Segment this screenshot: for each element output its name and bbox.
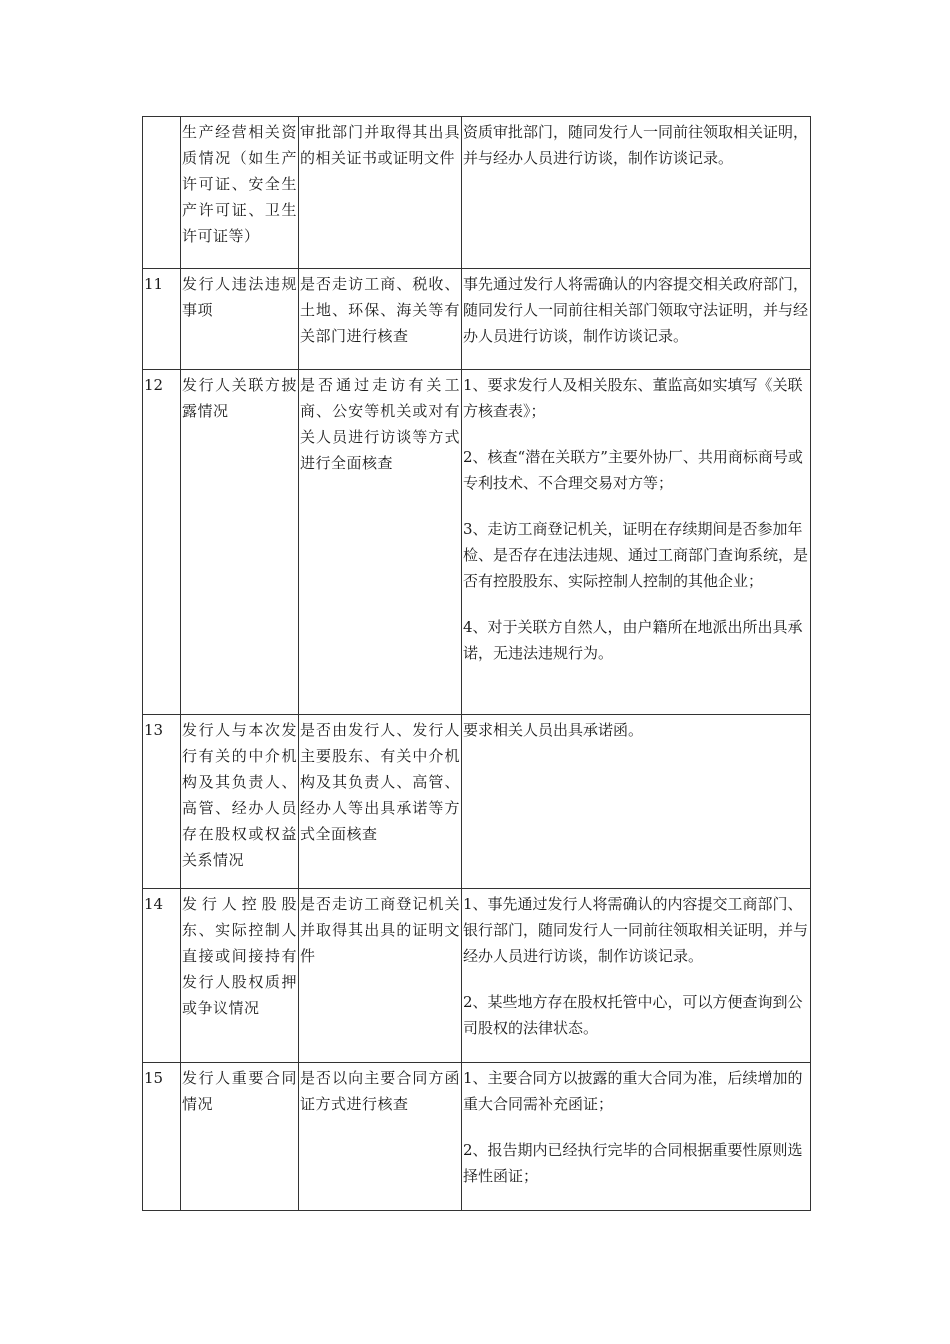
note-paragraph: 2、报告期内已经执行完毕的合同根据重要性原则选择性函证；	[463, 1141, 803, 1185]
note-paragraph: 1、要求发行人及相关股东、董监高如实填写《关联方核查表》；	[463, 376, 803, 420]
check-item: 发行人关联方披露情况	[181, 370, 299, 715]
note-paragraph: 2、某些地方存在股权托管中心，可以方便查询到公司股权的法律状态。	[463, 993, 803, 1037]
check-method: 是否以向主要合同方函证方式进行核查	[299, 1063, 462, 1211]
table-row	[143, 715, 811, 889]
table-row	[143, 117, 811, 269]
check-notes	[462, 715, 811, 889]
table-row	[143, 269, 811, 370]
table-row	[143, 370, 811, 715]
note-paragraph: 资质审批部门，随同发行人一同前往领取相关证明，并与经办人员进行访谈，制作访谈记录。	[463, 123, 809, 167]
check-item: 发行人重要合同情况	[181, 1063, 299, 1211]
note-paragraph: 要求相关人员出具承诺函。	[463, 721, 644, 739]
row-number: 14	[143, 889, 181, 1063]
check-method: 审批部门并取得其出具的相关证书或证明文件	[299, 117, 462, 269]
row-number	[143, 117, 181, 269]
check-notes	[462, 370, 811, 715]
check-notes	[462, 1063, 811, 1211]
check-method: 是否走访工商、税收、土地、环保、海关等有关部门进行核查	[299, 269, 462, 370]
row-number: 11	[143, 269, 181, 370]
check-item: 生产经营相关资质情况（如生产许可证、安全生产许可证、卫生许可证等）	[181, 117, 299, 269]
note-paragraph: 事先通过发行人将需确认的内容提交相关政府部门，随同发行人一同前往相关部门领取守法证明，并与经办人员进行访谈，制作访谈记录。	[463, 275, 809, 345]
note-paragraph: 1、主要合同方以披露的重大合同为准，后续增加的重大合同需补充函证；	[463, 1069, 803, 1113]
note-paragraph: 1、事先通过发行人将需确认的内容提交工商部门、银行部门，随同发行人一同前往领取相关证明，并与经办人员进行访谈，制作访谈记录。	[463, 895, 809, 965]
check-notes	[462, 117, 811, 269]
row-number: 15	[143, 1063, 181, 1211]
note-paragraph: 4、对于关联方自然人，由户籍所在地派出所出具承诺，无违法违规行为。	[463, 618, 803, 662]
check-method: 是否走访工商登记机关并取得其出具的证明文件	[299, 889, 462, 1063]
table-row	[143, 889, 811, 1063]
check-notes	[462, 269, 811, 370]
check-method: 是否通过走访有关工商、公安等机关或对有关人员进行访谈等方式进行全面核查	[299, 370, 462, 715]
note-paragraph: 3、走访工商登记机关，证明在存续期间是否参加年检、是否存在违法违规、通过工商部门查询系统，是否有控股股东、实际控制人控制的其他企业；	[463, 520, 809, 590]
check-item: 发行人与本次发行有关的中介机构及其负责人、高管、经办人员存在股权或权益关系情况	[181, 715, 299, 889]
verification-table	[142, 116, 811, 1211]
table-row	[143, 1063, 811, 1211]
note-paragraph: 2、核查“潜在关联方”主要外协厂、共用商标商号或专利技术、不合理交易对方等；	[463, 448, 803, 492]
row-number: 13	[143, 715, 181, 889]
check-notes	[462, 889, 811, 1063]
check-item: 发行人控股股东、实际控制人直接或间接持有发行人股权质押或争议情况	[181, 889, 299, 1063]
row-number: 12	[143, 370, 181, 715]
check-method: 是否由发行人、发行人主要股东、有关中介机构及其负责人、高管、经办人等出具承诺等方式全面核查	[299, 715, 462, 889]
check-item: 发行人违法违规事项	[181, 269, 299, 370]
